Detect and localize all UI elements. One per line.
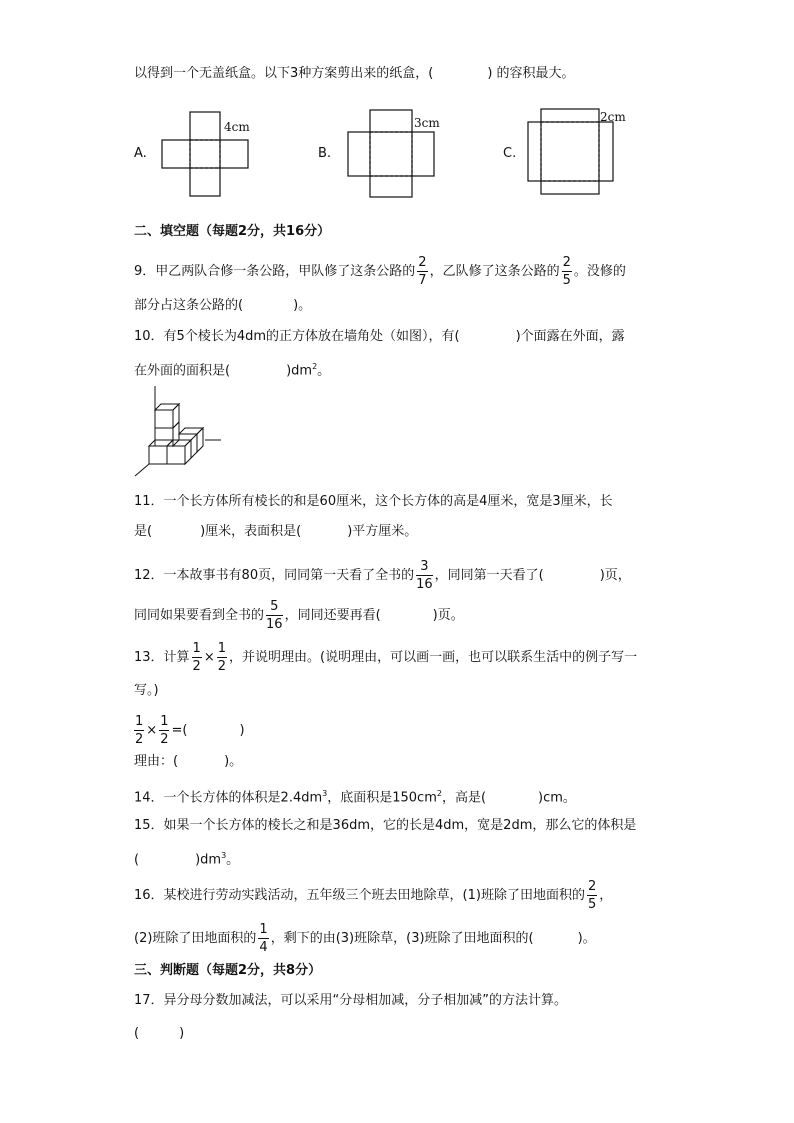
q12-line1 (134, 560, 631, 591)
q11-line1: 11．一个长方体所有棱长的和是60厘米，这个长方体的高是4厘米，宽是3厘米，长 (134, 494, 613, 509)
q12-text-5: ，同同还要再看( (284, 608, 381, 623)
section-3-heading: 三、判断题（每题2分，共8分） (134, 963, 322, 978)
q15-text: ( (134, 852, 140, 868)
q15-line1: 15．如果一个长方体的棱长之和是36dm，它的长是4dm，宽是2dm，那么它的体积是 (134, 818, 637, 833)
q14-sup-2: 2 (436, 789, 442, 798)
q11-text-2: )厘米，表面积是( (200, 524, 302, 539)
q16-text-2: (2)班除了田地面积的 (134, 931, 257, 946)
q15-sup: 3 (221, 851, 227, 860)
cubes-corner-figure (135, 386, 225, 478)
q16-fraction-1: $\frac{2}{5}$ (587, 879, 597, 912)
q14-text-2: ，底面积是150cm (327, 790, 437, 806)
q14-line (134, 784, 576, 808)
q12-text: 12．一本故事书有80页，同同第一天看了全书的 (134, 568, 415, 583)
q10-text-3: 在外面的面积是( (134, 363, 231, 379)
q11-line2 (134, 522, 417, 542)
q14-text: 14．一个长方体的体积是2.4dm (134, 790, 323, 806)
q16-fraction-2: $\frac{1}{4}$ (259, 922, 268, 955)
q12-text-4: 同同如果要看到全书的 (134, 608, 265, 623)
option-a-dim: 4cm (224, 120, 250, 134)
q15-text-3: 。 (226, 852, 240, 868)
q10-line2 (134, 357, 330, 381)
option-b-dim: 3cm (414, 116, 440, 130)
q13-reason-suffix: )。 (224, 754, 243, 769)
q17-open: ( (134, 1026, 140, 1041)
q9-text-3: 。没修的 (573, 264, 626, 279)
intro-text: 以得到一个无盖纸盒。以下3种方案剪出来的纸盒，( (134, 66, 434, 81)
q13-equation (134, 715, 245, 746)
q13-line2: 写。) (134, 683, 159, 698)
q10-text-4: )dm (286, 363, 313, 379)
q10-line1 (134, 327, 625, 347)
q14-sup-1: 3 (322, 789, 328, 798)
times-sign-2: × (146, 723, 158, 738)
q16-text-3: ，剩下的由(3)班除草，(3)班除了田地面积的( (270, 931, 534, 946)
q13-eq-open: =( (171, 723, 188, 738)
q10-text-2: )个面露在外面，露 (515, 329, 625, 344)
q11-text: 是( (134, 524, 153, 539)
q9-fraction-2: $\frac{2}{5}$ (562, 255, 571, 288)
q17-close: ) (179, 1026, 185, 1041)
q15-line2 (134, 846, 239, 870)
q17-answer (134, 1024, 184, 1044)
q17-line1: 17．异分母分数加减法，可以采用“分母相加减，分子相加减”的方法计算。 (134, 993, 568, 1008)
intro-line (134, 64, 575, 84)
option-c-label: C. (503, 146, 517, 161)
q9-line1 (134, 256, 626, 287)
q10-sup: 2 (312, 362, 318, 371)
q16-text: 16．某校进行劳动实践活动，五年级三个班去田地除草，(1)班除了田地面积的 (134, 888, 585, 903)
section-2-heading: 二、填空题（每题2分，共16分） (134, 224, 331, 239)
q13-text: 13．计算 (134, 650, 190, 665)
q13-eq-close: ) (239, 723, 245, 738)
q13-eq-fraction-1: $\frac{1}{2}$ (135, 714, 144, 747)
q12-fraction-1: $\frac{3}{16}$ (416, 559, 433, 592)
q15-text-2: )dm (195, 852, 222, 868)
q16-text-comma: ， (599, 888, 613, 903)
q13-reason (134, 752, 242, 772)
q16-line1 (134, 880, 612, 911)
q12-line2 (134, 600, 464, 631)
q16-text-4: )。 (577, 931, 596, 946)
q9-text: 9．甲乙两队合修一条公路，甲队修了这条公路的 (134, 264, 416, 279)
q12-text-6: )页。 (432, 608, 464, 623)
q12-text-3: )页， (599, 568, 631, 583)
q13-text-2: ，并说明理由。(说明理由，可以画一画，也可以联系生活中的例子写一 (229, 650, 638, 665)
q9-fraction-1: $\frac{2}{7}$ (418, 255, 427, 288)
option-b-label: B. (318, 146, 332, 161)
q14-text-3: ，高是( (441, 790, 487, 806)
q11-text-3: )平方厘米。 (347, 524, 418, 539)
intro-text-end: ) 的容积最大。 (487, 66, 575, 81)
q16-line2 (134, 923, 596, 954)
q13-eq-fraction-2: $\frac{1}{2}$ (160, 714, 169, 747)
q9-line2 (134, 296, 311, 316)
q9-blank-prefix: 部分占这条公路的( (134, 298, 244, 313)
q10-text: 10．有5个棱长为4dm的正方体放在墙角处（如图），有( (134, 329, 460, 344)
times-sign: × (203, 650, 215, 665)
q9-blank-suffix: )。 (293, 298, 312, 313)
q13-fraction-2: $\frac{1}{2}$ (217, 641, 227, 674)
q12-fraction-2: $\frac{5}{16}$ (266, 599, 283, 632)
q14-text-4: )cm。 (538, 790, 576, 806)
q13-fraction-1: $\frac{1}{2}$ (192, 641, 201, 674)
option-a-label: A. (134, 146, 147, 161)
q10-text-5: 。 (317, 363, 331, 379)
option-c-dim: 2cm (600, 110, 626, 124)
q9-text-2: ，乙队修了这条公路的 (429, 264, 560, 279)
q13-reason-prefix: 理由：( (134, 754, 179, 769)
q13-line1 (134, 642, 637, 673)
q12-text-2: ，同同第一天看了( (434, 568, 544, 583)
